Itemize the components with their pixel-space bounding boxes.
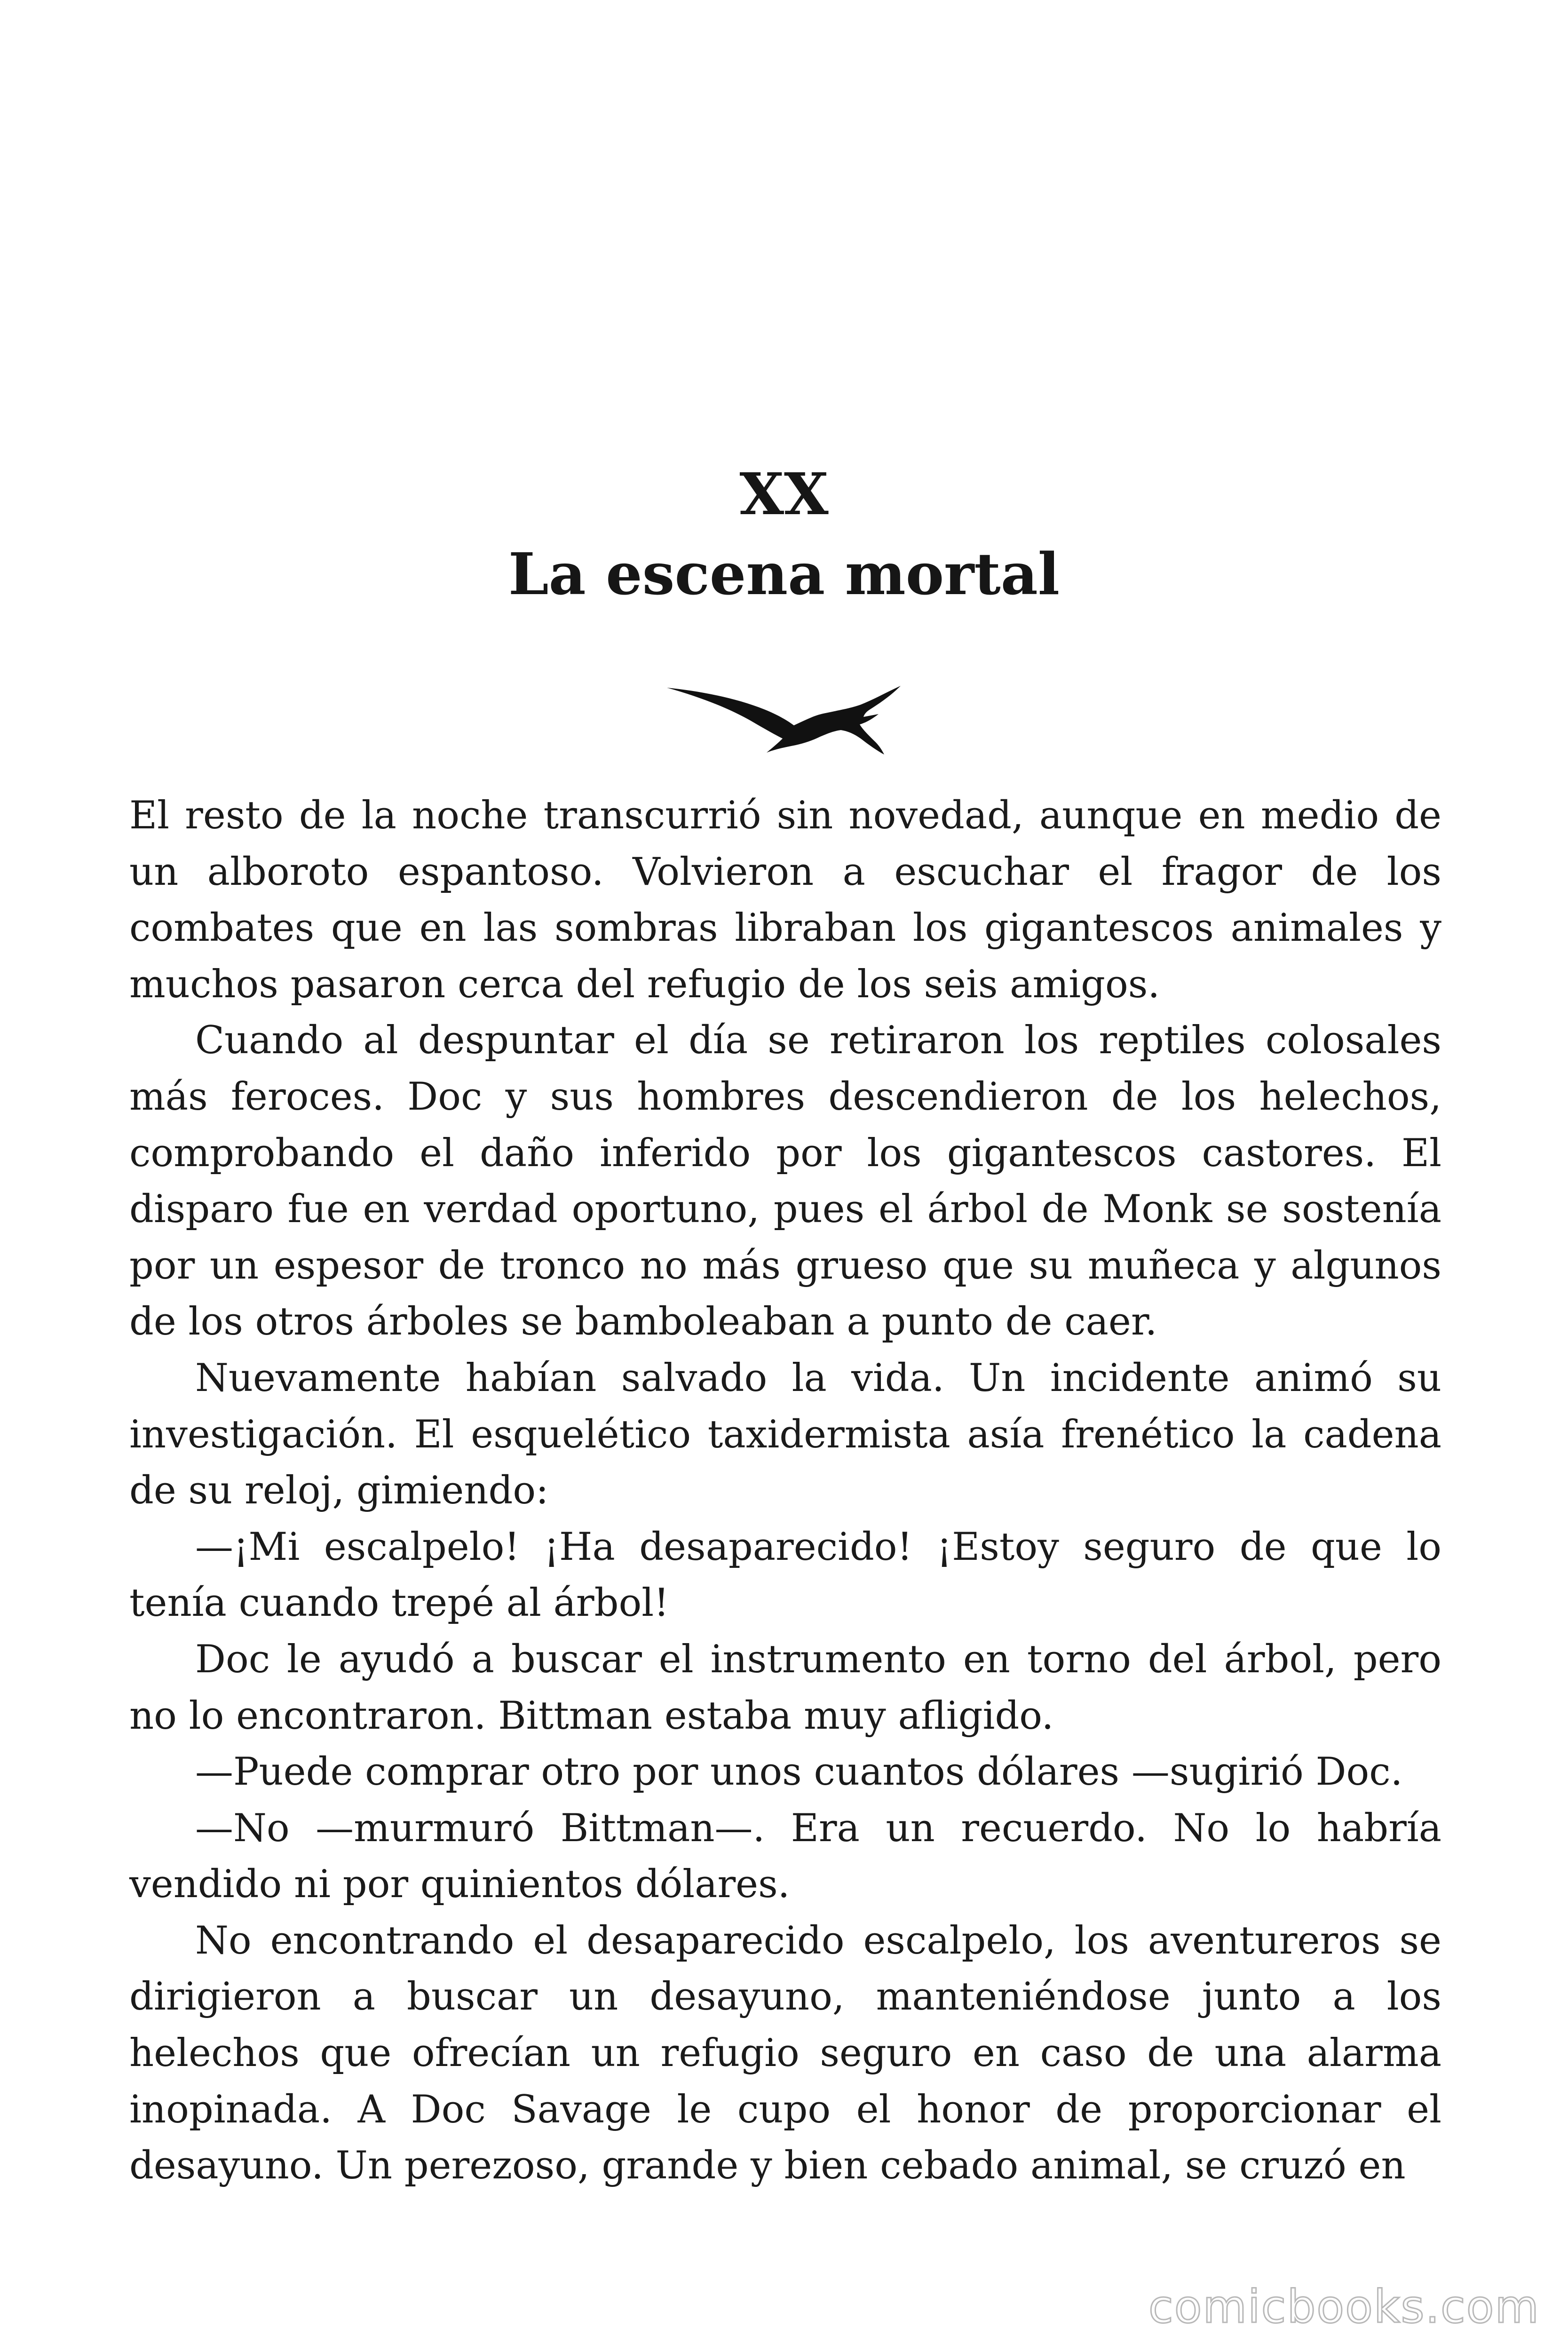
chapter-number: XX bbox=[739, 460, 829, 528]
chapter-title: La escena mortal bbox=[508, 540, 1060, 608]
watermark: comicbooks.com bbox=[1148, 2280, 1540, 2333]
paragraph: Nuevamente habían salvado la vida. Un incidente animó su investigación. El esquelético taxidermista asía frenético la cadena de su reloj, gimiendo: bbox=[129, 1356, 1441, 1513]
paragraph: Cuando al despuntar el día se retiraron los reptiles colosales más feroces. Doc y sus hombres descendieron de los helechos, comprobando el daño inferido por los gigantescos castores. El disparo fue en verdad oportuno, pues el árbol de Monk se sostenía por un espesor de tronco no más grueso que su muñeca y algunos de los otros árboles se bamboleaban a punto de caer. bbox=[129, 1018, 1441, 1344]
paragraph: No encontrando el desaparecido escalpelo, los aventureros se dirigieron a buscar un desayuno, manteniéndose junto a los helechos que ofrecían un refugio seguro en caso de una alarma inopinada. A Doc Savage le cupo el honor de proporcionar el desayuno. Un perezoso, grande y bien cebado animal, se cruzó en bbox=[129, 1918, 1441, 2188]
pterodactyl-silhouette bbox=[667, 686, 901, 755]
paragraph: Doc le ayudó a buscar el instrumento en torno del árbol, pero no lo encontraron. Bittman estaba muy afligido. bbox=[129, 1637, 1441, 1738]
paragraph: —No —murmuró Bittman—. Era un recuerdo. No lo habría vendido ni por quinientos dólares. bbox=[129, 1806, 1441, 1907]
body-text bbox=[129, 788, 1441, 2194]
paragraph: —¡Mi escalpelo! ¡Ha desaparecido! ¡Estoy seguro de que lo tenía cuando trepé al árbol! bbox=[129, 1525, 1441, 1626]
paragraph: —Puede comprar otro por unos cuantos dólares —sugirió Doc. bbox=[195, 1750, 1403, 1795]
pterodactyl-icon bbox=[663, 668, 908, 755]
paragraph: El resto de la noche transcurrió sin novedad, aunque en medio de un alboroto espantoso. Volvieron a escuchar el fragor de los combates que en las sombras libraban los gigantescos animales y muchos pasaron cerca del refugio de los seis amigos. bbox=[129, 794, 1441, 1007]
